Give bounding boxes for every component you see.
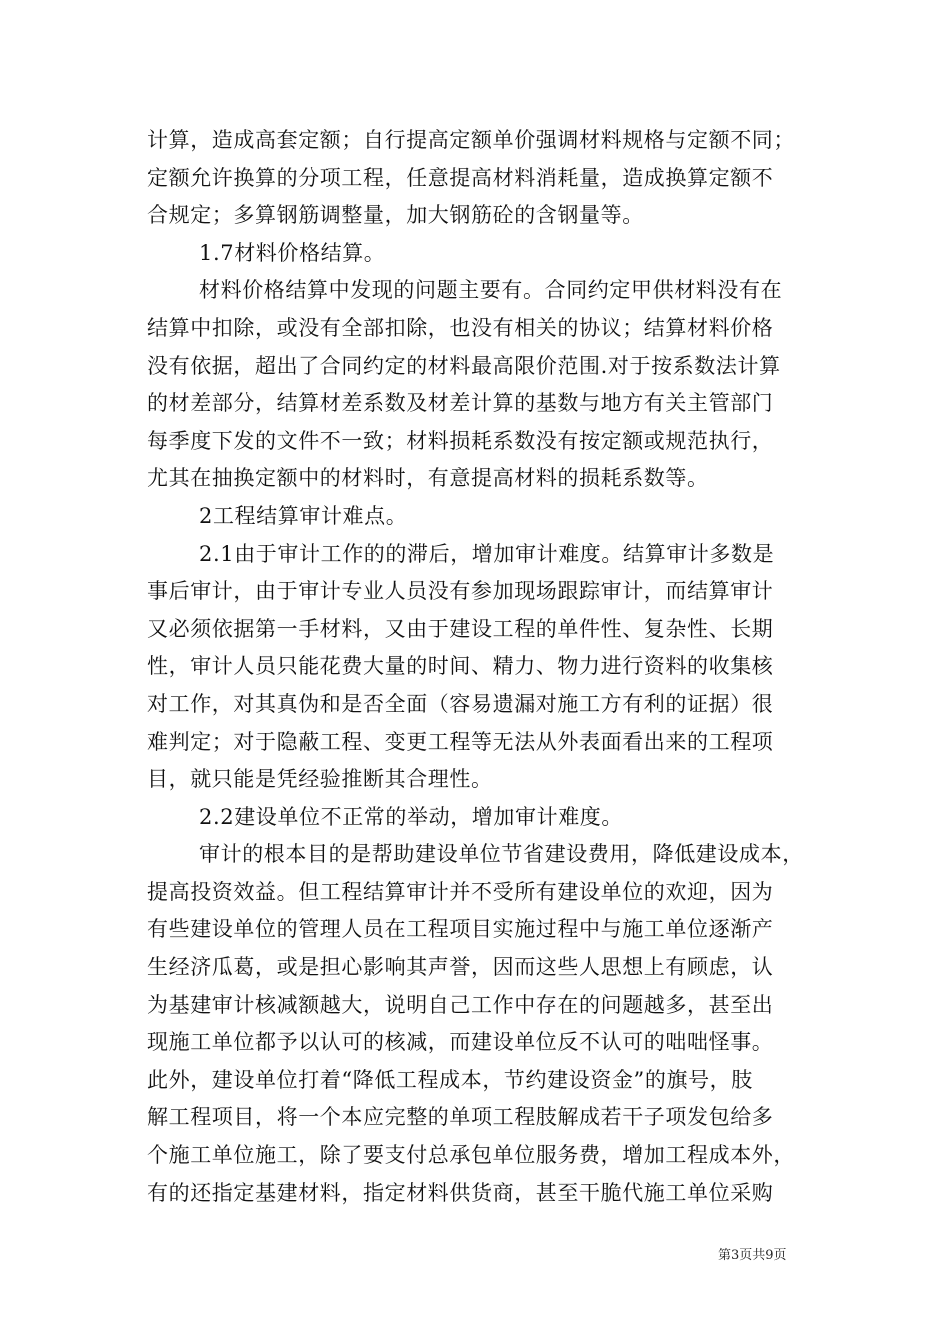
text-line: 个施工单位施工，除了要支付总承包单位服务费，增加工程成本外， [147, 1143, 795, 1168]
text-line: 有的还指定基建材料，指定材料供货商，甚至干脆代施工单位采购 [147, 1180, 774, 1205]
text-line: 尤其在抽换定额中的材料时，有意提高材料的损耗系数等。 [147, 466, 709, 491]
text-line: 又必须依据第一手材料，又由于建设工程的单件性、复杂性、长期 [147, 616, 774, 641]
text-line: 定额允许换算的分项工程，任意提高材料消耗量，造成换算定额不 [147, 165, 774, 190]
paragraph-start: 材料价格结算中发现的问题主要有。合同约定甲供材料没有在 [199, 278, 783, 303]
text-line: 解工程项目，将一个本应完整的单项工程肢解成若干子项发包给多 [147, 1105, 774, 1130]
text-line: 为基建审计核减额越大，说明自己工作中存在的问题越多，甚至出 [147, 992, 774, 1017]
section-heading: 2.2建设单位不正常的举动，增加审计难度。 [199, 804, 623, 829]
paragraph-start: 审计的根本目的是帮助建设单位节省建设费用，降低建设成本， [199, 842, 804, 867]
text-line: 此外，建设单位打着“降低工程成本，节约建设资金”的旗号，肢 [147, 1067, 753, 1092]
text-line: 提高投资效益。但工程结算审计并不受所有建设单位的欢迎，因为 [147, 879, 774, 904]
text-line: 没有依据，超出了合同约定的材料最高限价范围.对于按系数法计算 [147, 353, 781, 378]
text-line: 现施工单位都予以认可的核减，而建设单位反不认可的咄咄怪事。 [147, 1030, 774, 1055]
page-number: 第3页共9页 [718, 1248, 787, 1263]
document-body [147, 122, 807, 1212]
text-line: 生经济瓜葛，或是担心影响其声誉，因而这些人思想上有顾虑，认 [147, 955, 774, 980]
text-line: 有些建设单位的管理人员在工程项目实施过程中与施工单位逐渐产 [147, 917, 774, 942]
text-line: 结算中扣除，或没有全部扣除，也没有相关的协议；结算材料价格 [147, 315, 774, 340]
text-line: 的材差部分，结算材差系数及材差计算的基数与地方有关主管部门 [147, 391, 774, 416]
text-line: 事后审计，由于审计专业人员没有参加现场跟踪审计，而结算审计 [147, 579, 774, 604]
section-heading: 2.1由于审计工作的的滞后，增加审计难度。结算审计多数是 [199, 541, 775, 566]
text-line: 计算，造成高套定额；自行提高定额单价强调材料规格与定额不同； [147, 128, 795, 152]
section-heading: 1.7材料价格结算。 [199, 240, 386, 265]
text-line: 目，就只能是凭经验推断其合理性。 [147, 767, 493, 792]
section-heading: 2工程结算审计难点。 [199, 503, 408, 528]
text-line: 难判定；对于隐蔽工程、变更工程等无法从外表面看出来的工程项 [147, 729, 774, 754]
text-line: 每季度下发的文件不一致；材料损耗系数没有按定额或规范执行， [147, 428, 774, 453]
text-line: 性，审计人员只能花费大量的时间、精力、物力进行资料的收集核 [147, 654, 774, 679]
text-line: 合规定；多算钢筋调整量，加大钢筋砼的含钢量等。 [147, 203, 644, 228]
text-line: 对工作，对其真伪和是否全面（容易遗漏对施工方有利的证据）很 [147, 691, 774, 716]
